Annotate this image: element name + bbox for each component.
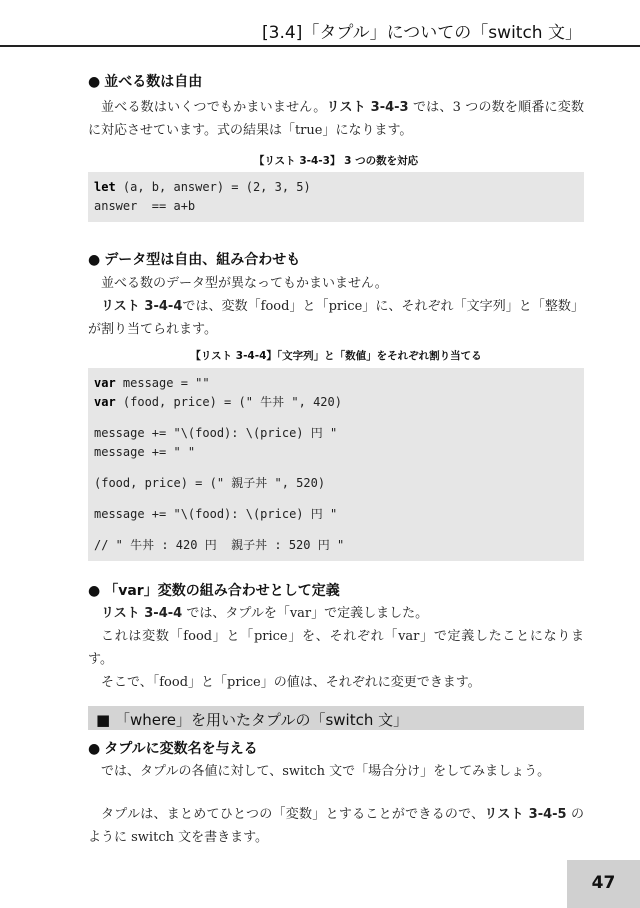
section-bar-where <box>88 706 584 730</box>
code-token: message += "\(food): \(price) 円 " <box>94 426 338 440</box>
text-run: のように switch 文を書きます。 <box>88 807 584 845</box>
code-token: // " 牛丼 : 420 円 親子丼 : 520 円 " <box>94 538 345 552</box>
section-heading-text: 「var」変数の組み合わせとして定義 <box>104 583 340 599</box>
code-token: answer == a+b <box>94 199 196 213</box>
code-line <box>94 536 578 555</box>
paragraph <box>88 295 584 341</box>
page-number: 47 <box>591 873 616 893</box>
paragraph <box>88 671 584 694</box>
code-token: message = "" <box>115 376 210 390</box>
text-run: では、3 つの数を順番に変数に対応させています。式の結果は「true」になります。 <box>88 100 584 138</box>
bullet-icon: ● <box>88 741 101 757</box>
code-line <box>94 424 578 443</box>
section-bar-title <box>96 709 408 730</box>
code-token: message += "\(food): \(price) 円 " <box>94 507 338 521</box>
bullet-icon: ● <box>88 252 101 268</box>
code-gap <box>94 412 578 424</box>
code-gap <box>94 462 578 474</box>
text-run: では、タプルの各値に対して、switch 文で「場合分け」をしてみましょう。 <box>101 764 551 779</box>
square-marker-icon: ■ <box>96 711 111 729</box>
bullet-icon: ● <box>88 583 101 599</box>
text-run: 並べる数はいくつでもかまいません。 <box>101 100 327 115</box>
paragraph <box>88 760 584 783</box>
code-line <box>94 443 578 462</box>
code-line <box>94 178 578 197</box>
page-number-box <box>567 860 640 908</box>
code-keyword: let <box>94 180 116 194</box>
code-token: (a, b, answer) = (2, 3, 5) <box>115 180 311 194</box>
text-run: では、タプルを「var」で定義しました。 <box>182 606 429 621</box>
text-run: では、変数「food」と「price」に、それぞれ「文字列」と「整数」が割り当てられます。 <box>88 299 584 337</box>
listing-3-4-3-code <box>88 172 584 222</box>
paragraph <box>88 625 584 671</box>
section-heading-text: データ型は自由、組み合わせも <box>104 252 301 268</box>
code-token: message += " " <box>94 445 196 459</box>
listing-3-4-4-code <box>88 368 584 561</box>
text-run: これは変数「food」と「price」を、それぞれ「var」で定義したことになります。 <box>88 629 584 667</box>
code-line <box>94 197 578 216</box>
section-heading <box>88 249 584 269</box>
paragraph <box>88 803 584 849</box>
running-header <box>0 0 640 47</box>
section-heading <box>88 71 584 91</box>
section-tuple-names <box>88 738 584 849</box>
code-token: (food, price) = (" 親子丼 ", 520) <box>94 476 326 490</box>
listing-3-4-4-caption: 【リスト 3-4-4】「文字列」と「数値」をそれぞれ割り当てる <box>190 350 482 362</box>
code-line <box>94 474 578 493</box>
text-run: 並べる数のデータ型が異なってもかまいません。 <box>101 276 388 291</box>
code-gap <box>94 524 578 536</box>
section-heading <box>88 738 584 758</box>
section-heading-text: タプルに変数名を与える <box>104 741 258 757</box>
paragraph <box>88 602 584 625</box>
listing-reference: リスト 3-4-4 <box>101 299 183 314</box>
code-token: (food, price) = (" 牛丼 ", 420) <box>115 395 342 409</box>
listing-reference: リスト 3-4-3 <box>326 100 409 115</box>
code-keyword: var <box>94 376 116 390</box>
section-heading-text: 並べる数は自由 <box>104 74 203 90</box>
text-run: タプルは、まとめてひとつの「変数」とすることができるので、 <box>101 807 485 822</box>
section-heading <box>88 580 584 600</box>
listing-reference: リスト 3-4-5 <box>484 807 567 822</box>
bullet-icon: ● <box>88 74 101 90</box>
listing-3-4-3-caption: 【リスト 3-4-3】 3 つの数を対応 <box>253 155 419 167</box>
code-keyword: var <box>94 395 116 409</box>
code-line <box>94 393 578 412</box>
listing-reference: リスト 3-4-4 <box>101 606 183 621</box>
code-gap <box>94 493 578 505</box>
section-bar-title-text: 「where」を用いたタプルの「switch 文」 <box>114 711 409 729</box>
text-run: そこで、「food」と「price」の値は、それぞれに変更できます。 <box>101 675 481 690</box>
section-data-types <box>88 249 584 341</box>
code-line <box>94 505 578 524</box>
paragraph <box>88 96 584 142</box>
running-header-title: [3.4]「タプル」についての「switch 文」 <box>262 23 582 43</box>
paragraph <box>88 272 584 295</box>
section-var-tuple <box>88 580 584 694</box>
section-numbers-free <box>88 71 584 142</box>
code-line <box>94 374 578 393</box>
